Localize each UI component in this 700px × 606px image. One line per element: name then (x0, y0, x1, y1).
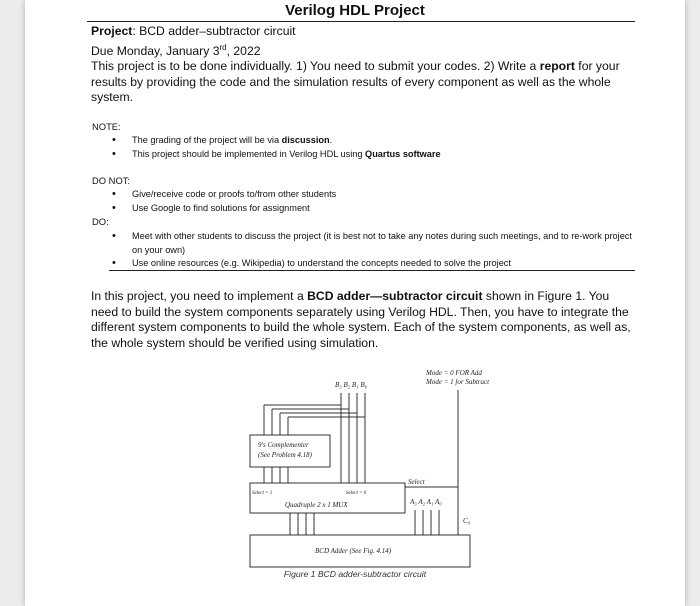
intro-paragraph: In this project, you need to implement a BCD adder—subtractor circuit shown in Figure 1. You need to build the system components separately using Verilog HDL. Then, you have to integrate the different system components to build the whole system. Each of the system components, as well as, the whole system should be verified using simulation. (91, 289, 631, 350)
bcd-adder-label: BCD Adder (See Fig. 4.14) (315, 547, 392, 555)
section-divider (109, 270, 635, 271)
mode-add-label: Mode = 0 FOR Add (426, 369, 482, 377)
list-item: • Use online resources (e.g. Wikipedia) to understand the concepts needed to solve the project (110, 257, 635, 271)
bcd-adder-subtractor-diagram (220, 365, 510, 580)
select-label: Select (408, 478, 425, 486)
carry-label: C₀ (463, 517, 471, 525)
a-inputs-label: A₃ A₂ A₁ A₀ (410, 498, 442, 506)
do-not-label: DO NOT: (92, 175, 131, 186)
list-item: • The grading of the project will be via discussion. (110, 134, 635, 148)
complementer-label: 9's Complementer (258, 441, 309, 449)
project-value: : BCD adder–subtractor circuit (132, 24, 296, 38)
document-title: Verilog HDL Project (285, 2, 425, 19)
project-line (91, 24, 631, 40)
document-page (25, 0, 685, 606)
mux-label: Quadruple 2 x 1 MUX (285, 501, 348, 509)
project-header (91, 24, 631, 106)
figure-caption: Figure 1 BCD adder-subtractor circuit (283, 569, 427, 579)
b-inputs-label: B₃ B₂ B₁ B₀ (335, 381, 368, 389)
note-label: NOTE: (92, 121, 121, 132)
list-item: • This project should be implemented in Verilog HDL using Quartus software (110, 148, 635, 162)
due-date: Due Monday, January 3rd, 2022 (91, 42, 261, 58)
list-item: • Use Google to find solutions for assignment (110, 202, 635, 216)
complementer-ref: (See Problem 4.18) (258, 451, 312, 459)
do-label: DO: (92, 216, 109, 227)
title-divider (87, 21, 635, 22)
mode-subtract-label: Mode = 1 for Subtract (426, 378, 490, 386)
note-list (110, 134, 635, 161)
select-0-label: Select = 0 (346, 491, 367, 496)
select-1-label: Select = 1 (252, 491, 273, 496)
list-item: • Meet with other students to discuss the project (it is best not to take any notes during such meetings, and to re-work project on your own) (110, 230, 635, 257)
project-description: This project is to be done individually. 1) You need to submit your codes. 2) Write a report for your results by providing the code and the simulation results of every component as well as the whole system. (91, 59, 620, 105)
project-label: Project (91, 24, 133, 38)
do-not-list (110, 188, 635, 215)
list-item: • Give/receive code or proofs to/from other students (110, 188, 635, 202)
do-list (110, 230, 635, 271)
